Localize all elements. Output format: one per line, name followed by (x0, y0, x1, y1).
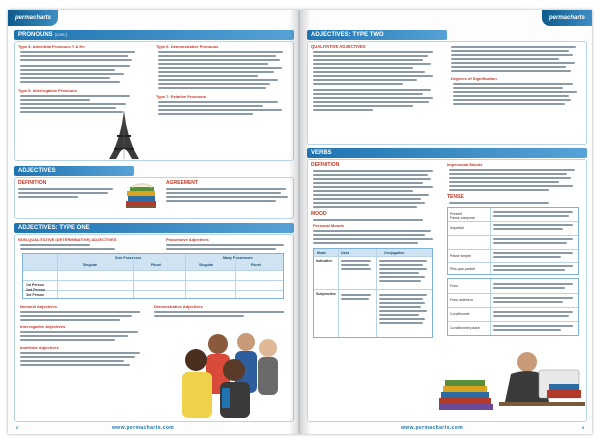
pronoun-type5-title: Type 5: Interrogative Pronouns (18, 88, 77, 93)
pronouns-section-header: PRONOUNS (cont.) (14, 30, 294, 40)
possessive-adjectives-label: Possessive Adjectives (166, 237, 209, 242)
page-number-right: 3 (581, 425, 584, 430)
adjectives-type1-header: ADJECTIVES: TYPE ONE (14, 223, 294, 233)
personal-moods-label: Personal Moods (313, 223, 344, 228)
impersonal-moods-label: Impersonal Moods (447, 162, 483, 167)
mood-conjugation-table: Mode Uses Conjugation Indicative Subjunctive (313, 248, 433, 338)
right-page (300, 10, 592, 434)
numeral-adjectives-label: Numeral Adjectives (20, 304, 57, 309)
page-number-left: 2 (16, 425, 19, 430)
student-with-books-photo (439, 340, 585, 420)
pronoun-type4-title: Type 4: Adverbial Pronouns Y & En (18, 44, 85, 49)
adjectives-definition-label: DEFINITION (18, 180, 47, 186)
verbs-tense-label: TENSE (447, 194, 464, 200)
non-qualitative-subhead: NON-QUALITATIVE (DETERMINATIVE) ADJECTIVES (18, 237, 117, 242)
verbs-section-header: VERBS (307, 148, 587, 158)
tense-table-2: Futur Futur antérieur Conditionnel Conditionnel passé (447, 278, 579, 336)
left-page (8, 10, 300, 434)
indefinite-adjectives-label: Indefinite Adjectives (20, 345, 59, 350)
eiffel-tower-image (106, 110, 142, 160)
adjectives-section-header: ADJECTIVES (14, 166, 134, 176)
brand-logo-right: permacharts (542, 10, 592, 26)
qualitative-adjectives-subhead: QUALITATIVE ADJECTIVES (311, 44, 366, 49)
verbs-mood-label: MOOD (311, 211, 327, 217)
tense-table-1: Present Passé composé Imparfait Passé simple Plus-que-parfait (447, 207, 579, 275)
pronoun-type7-title: Type 7: Relative Pronouns (156, 94, 206, 99)
footer-url-right: www.permacharts.com (401, 425, 464, 431)
students-photo (158, 322, 288, 418)
books-image (124, 182, 158, 212)
possessive-adjectives-table: Sole Possessor Many Possessors Singular Plural Singular Plural 1st Person 2nd Person 3rd Person (22, 253, 284, 299)
adjectives-type2-header: ADJECTIVES: TYPE TWO (307, 30, 447, 40)
adjectives-agreement-label: AGREEMENT (166, 180, 198, 186)
interrogative-adjectives-label: Interrogative Adjectives (20, 324, 66, 329)
pamphlet-spread (8, 10, 592, 434)
verbs-definition-label: DEFINITION (311, 162, 340, 168)
demonstrative-adjectives-label: Demonstrative Adjectives (154, 304, 203, 309)
pronoun-type6-title: Type 6: Demonstrative Pronouns (156, 44, 219, 49)
footer-url-left: www.permacharts.com (112, 425, 175, 431)
degrees-signification-label: Degrees of Signification (451, 76, 497, 81)
brand-logo-left: permacharts (8, 10, 58, 26)
